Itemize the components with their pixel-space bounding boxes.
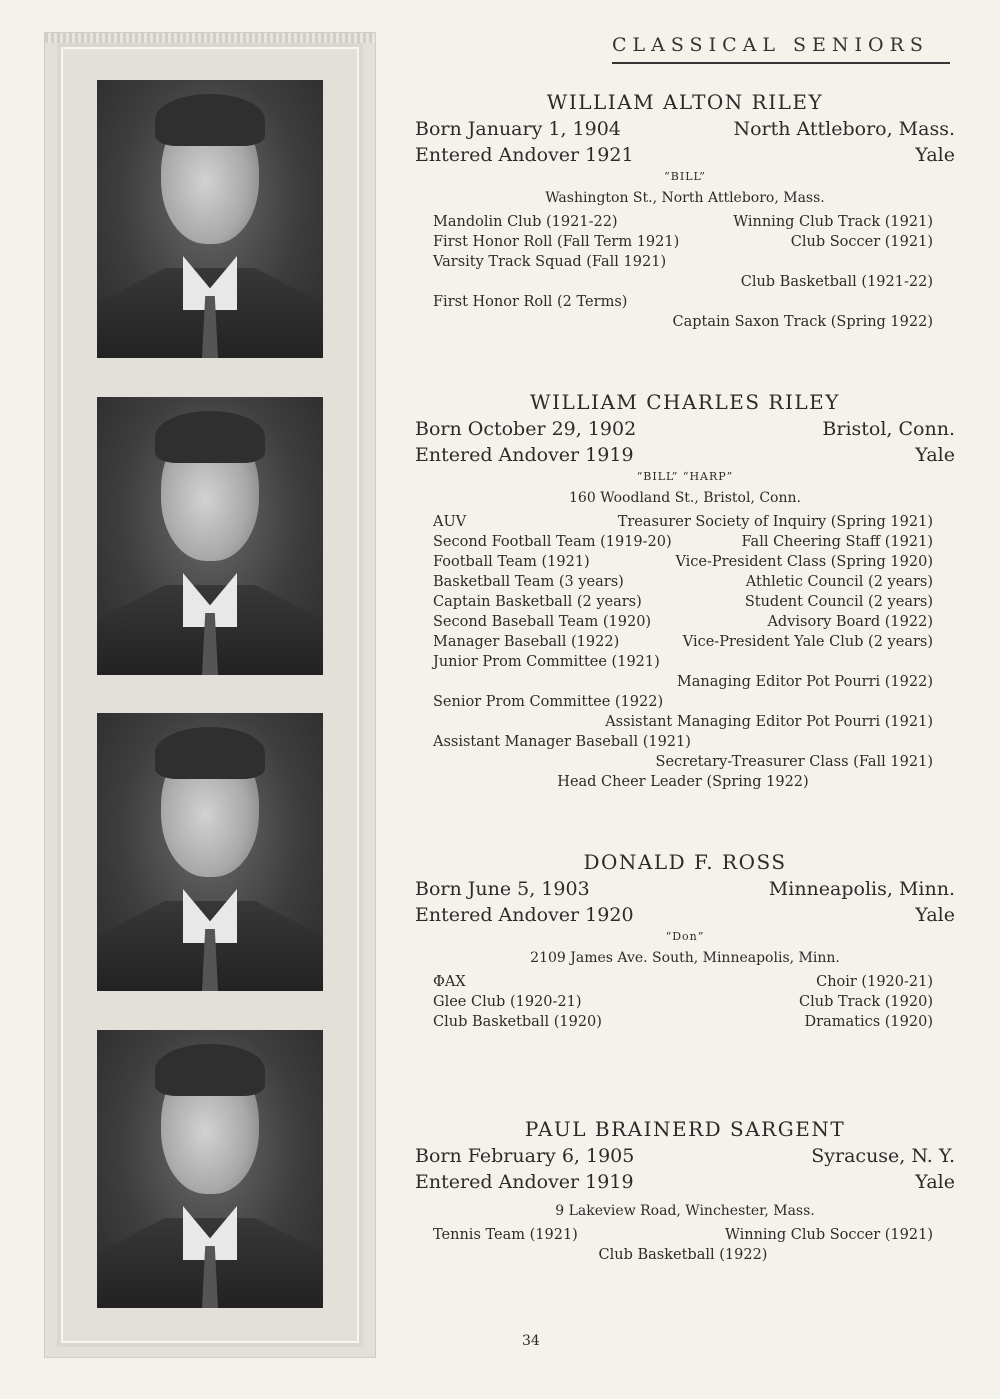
address: 9 Lakeview Road, Winchester, Mass. bbox=[555, 1203, 815, 1219]
college: Yale bbox=[915, 444, 955, 466]
hometown: Bristol, Conn. bbox=[822, 418, 955, 440]
activity-row bbox=[433, 674, 933, 694]
activity-item: Dramatics (1920) bbox=[804, 1014, 933, 1030]
activity-item: ΦΑΧ bbox=[433, 974, 466, 990]
activity-row bbox=[433, 254, 933, 274]
activity-item: Managing Editor Pot Pourri (1922) bbox=[676, 674, 933, 690]
activity-row bbox=[433, 314, 933, 334]
activity-item: Head Cheer Leader (Spring 1922) bbox=[557, 774, 809, 790]
activity-item: Secretary-Treasurer Class (Fall 1921) bbox=[655, 754, 933, 770]
activity-row bbox=[433, 694, 933, 714]
entered-row bbox=[415, 904, 955, 930]
activity-item: Basketball Team (3 years) bbox=[433, 574, 624, 590]
activity-item: Winning Club Soccer (1921) bbox=[724, 1227, 933, 1243]
activity-item: Second Baseball Team (1920) bbox=[433, 614, 652, 630]
portrait-photo-2 bbox=[97, 397, 323, 675]
activity-item: Student Council (2 years) bbox=[744, 594, 933, 610]
senior-entry bbox=[415, 390, 955, 794]
entered-row bbox=[415, 1171, 955, 1197]
activity-item: Vice-President Yale Club (2 years) bbox=[682, 634, 933, 650]
activity-row bbox=[433, 654, 933, 674]
activity-row bbox=[433, 714, 933, 734]
portrait-photo-1 bbox=[97, 80, 323, 358]
college: Yale bbox=[915, 1171, 955, 1193]
activity-item: Assistant Managing Editor Pot Pourri (1921) bbox=[605, 714, 933, 730]
activity-item: Mandolin Club (1921-22) bbox=[433, 214, 618, 230]
nickname: “BILL” “HARP” bbox=[636, 470, 734, 483]
page-number: 34 bbox=[522, 1333, 540, 1349]
activity-row bbox=[433, 1247, 933, 1267]
activities-list bbox=[433, 514, 933, 794]
entered-year: Entered Andover 1921 bbox=[415, 144, 634, 166]
birth-date: Born October 29, 1902 bbox=[415, 418, 637, 440]
born-row bbox=[415, 1145, 955, 1171]
activity-item: Fall Cheering Staff (1921) bbox=[741, 534, 933, 550]
header-rule bbox=[612, 62, 950, 64]
activity-row bbox=[433, 1227, 933, 1247]
birth-date: Born February 6, 1905 bbox=[415, 1145, 635, 1167]
activity-item: Club Soccer (1921) bbox=[790, 234, 933, 250]
senior-name: PAUL BRAINERD SARGENT bbox=[524, 1117, 846, 1141]
portrait-photo-3 bbox=[97, 713, 323, 991]
activity-item: Captain Saxon Track (Spring 1922) bbox=[672, 314, 933, 330]
activity-item: Captain Basketball (2 years) bbox=[433, 594, 642, 610]
activity-row bbox=[433, 554, 933, 574]
activity-item: Football Team (1921) bbox=[433, 554, 590, 570]
page-header: CLASSICAL SENIORS bbox=[612, 34, 929, 56]
hometown: North Attleboro, Mass. bbox=[733, 118, 955, 140]
strip-border bbox=[45, 33, 375, 43]
activity-item: Club Basketball (1922) bbox=[598, 1247, 768, 1263]
senior-entry bbox=[415, 90, 955, 334]
entered-year: Entered Andover 1920 bbox=[415, 904, 634, 926]
activity-row bbox=[433, 614, 933, 634]
college: Yale bbox=[915, 144, 955, 166]
activity-row bbox=[433, 594, 933, 614]
activity-row bbox=[433, 234, 933, 254]
senior-entry bbox=[415, 1117, 955, 1267]
activity-row bbox=[433, 214, 933, 234]
activity-item: Senior Prom Committee (1922) bbox=[433, 694, 664, 710]
activity-item: Club Basketball (1921-22) bbox=[740, 274, 933, 290]
activity-item: Assistant Manager Baseball (1921) bbox=[433, 734, 691, 750]
activities-list bbox=[433, 214, 933, 334]
activity-item: Tennis Team (1921) bbox=[433, 1227, 578, 1243]
activity-row bbox=[433, 294, 933, 314]
entered-row bbox=[415, 144, 955, 170]
portrait-photo-4 bbox=[97, 1030, 323, 1308]
activities-list bbox=[433, 1227, 933, 1267]
activity-item: Varsity Track Squad (Fall 1921) bbox=[433, 254, 667, 270]
born-row bbox=[415, 878, 955, 904]
address: 160 Woodland St., Bristol, Conn. bbox=[569, 490, 801, 506]
activity-item: First Honor Roll (2 Terms) bbox=[433, 294, 628, 310]
activity-item: Vice-President Class (Spring 1920) bbox=[675, 554, 933, 570]
activity-item: AUV bbox=[433, 514, 467, 530]
activity-item: Winning Club Track (1921) bbox=[733, 214, 933, 230]
entered-year: Entered Andover 1919 bbox=[415, 444, 634, 466]
born-row bbox=[415, 418, 955, 444]
activity-row bbox=[433, 974, 933, 994]
activity-item: Treasurer Society of Inquiry (Spring 1921) bbox=[617, 514, 933, 530]
activity-item: Choir (1920-21) bbox=[816, 974, 933, 990]
senior-name: WILLIAM CHARLES RILEY bbox=[530, 390, 840, 414]
nickname: “Don” bbox=[665, 930, 705, 943]
hometown: Minneapolis, Minn. bbox=[768, 878, 955, 900]
activity-item: First Honor Roll (Fall Term 1921) bbox=[433, 234, 680, 250]
activity-item: Manager Baseball (1922) bbox=[433, 634, 620, 650]
born-row bbox=[415, 118, 955, 144]
senior-name: WILLIAM ALTON RILEY bbox=[546, 90, 824, 114]
activity-item: Club Basketball (1920) bbox=[433, 1014, 602, 1030]
activity-row bbox=[433, 734, 933, 754]
activity-item: Athletic Council (2 years) bbox=[745, 574, 933, 590]
senior-name: DONALD F. ROSS bbox=[583, 850, 787, 874]
photo-strip bbox=[44, 32, 376, 1358]
hometown: Syracuse, N. Y. bbox=[811, 1145, 955, 1167]
college: Yale bbox=[915, 904, 955, 926]
birth-date: Born June 5, 1903 bbox=[415, 878, 590, 900]
activity-item: Advisory Board (1922) bbox=[767, 614, 933, 630]
activity-row bbox=[433, 274, 933, 294]
entered-row bbox=[415, 444, 955, 470]
activity-row bbox=[433, 534, 933, 554]
activity-row bbox=[433, 774, 933, 794]
activity-row bbox=[433, 994, 933, 1014]
activity-item: Club Track (1920) bbox=[799, 994, 933, 1010]
activity-item: Glee Club (1920-21) bbox=[433, 994, 582, 1010]
address: Washington St., North Attleboro, Mass. bbox=[545, 190, 825, 206]
activity-row bbox=[433, 574, 933, 594]
address: 2109 James Ave. South, Minneapolis, Minn. bbox=[530, 950, 840, 966]
entered-year: Entered Andover 1919 bbox=[415, 1171, 634, 1193]
activity-item: Second Football Team (1919-20) bbox=[433, 534, 672, 550]
activities-list bbox=[433, 974, 933, 1034]
nickname: “BILL” bbox=[664, 170, 706, 183]
activity-row bbox=[433, 754, 933, 774]
activity-item: Junior Prom Committee (1921) bbox=[433, 654, 660, 670]
senior-entry bbox=[415, 850, 955, 1034]
activity-row bbox=[433, 514, 933, 534]
activity-row bbox=[433, 634, 933, 654]
activity-row bbox=[433, 1014, 933, 1034]
birth-date: Born January 1, 1904 bbox=[415, 118, 621, 140]
